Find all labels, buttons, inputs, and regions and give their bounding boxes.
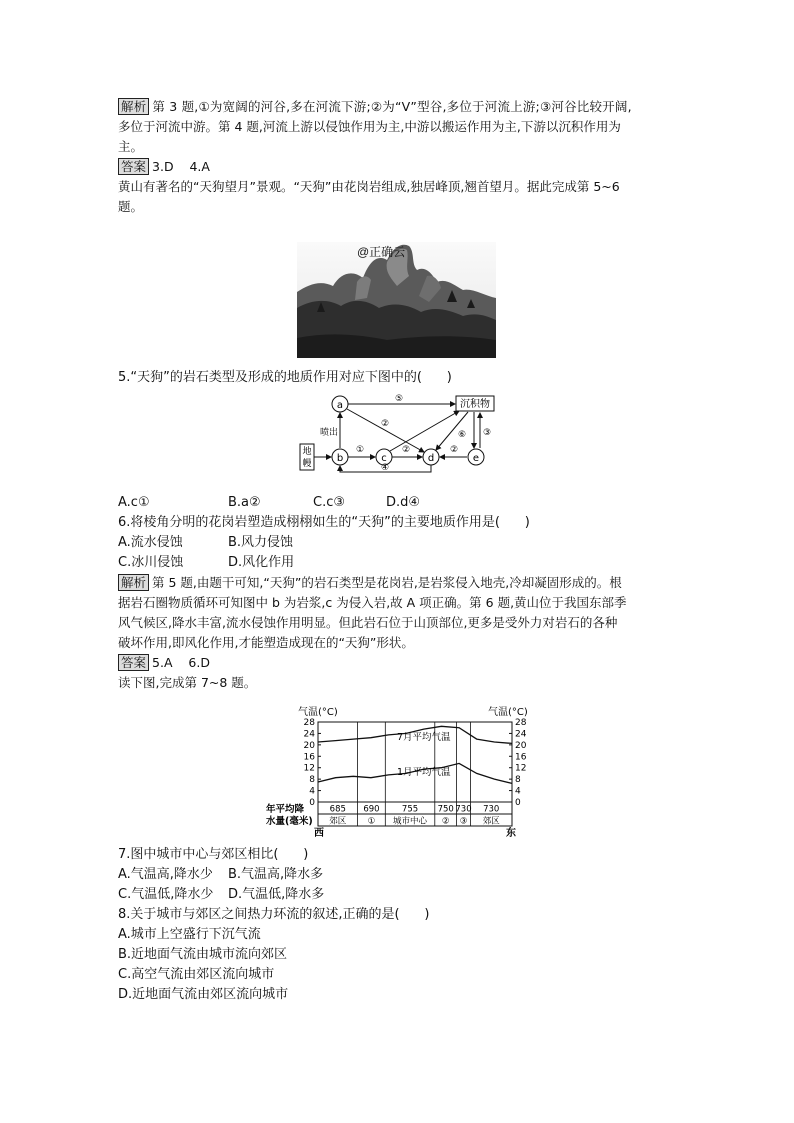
y-tick-label-left: 4 xyxy=(309,786,315,797)
analysis-line: 第 3 题,①为宽阔的河谷,多在河流下游;②为“V”型谷,多位于河流上游;③河谷比较开阔, xyxy=(152,99,632,114)
question-stem: 5.“天狗”的岩石类型及形成的地质作用对应下图中的( ) xyxy=(118,370,452,385)
questions-7-8 xyxy=(118,845,678,1005)
zone-label: 城市中心 xyxy=(393,816,428,827)
option-b[interactable]: B.近地面气流由城市流向郊区 xyxy=(118,947,288,962)
arrow-label-6: ⑥ xyxy=(457,430,467,440)
east-label: 东 xyxy=(506,828,516,839)
precip-label-2: 水量(毫米) xyxy=(266,816,313,827)
precip-value: 690 xyxy=(363,804,380,815)
node-c-label: c xyxy=(381,453,387,464)
intro-line: 黄山有著名的“天狗望月”景观。“天狗”由花岗岩组成,独居峰顶,翘首望月。据此完成第 5~6 xyxy=(118,179,620,194)
y-tick-label-right: 28 xyxy=(515,718,527,728)
arrow-c-sediment xyxy=(390,411,459,451)
node-e-label: e xyxy=(472,453,480,464)
option-a[interactable]: A.流水侵蚀 xyxy=(118,535,183,550)
y-tick-label-left: 24 xyxy=(303,729,315,740)
arrow-label-2a: ② xyxy=(380,419,390,429)
watermark-text: @正确云 xyxy=(357,245,406,259)
option-d[interactable]: D.风化作用 xyxy=(228,555,295,570)
y-tick-label-left: 8 xyxy=(309,775,315,786)
option-c[interactable]: C.高空气流由郊区流向城市 xyxy=(118,967,275,982)
y-tick-label-right: 24 xyxy=(515,729,527,740)
analysis-tag: 解析 xyxy=(118,98,149,115)
precip-value: 755 xyxy=(401,804,419,815)
series-label-july: 7月平均气温 xyxy=(397,732,451,743)
analysis-line: 据岩石圈物质循环可知图中 b 为岩浆,c 为侵入岩,故 A 项正确。第 6 题,黄山位于我国东部季 xyxy=(118,595,627,610)
option-b[interactable]: B.气温高,降水多 xyxy=(228,867,324,882)
y-tick-label-right: 8 xyxy=(515,775,521,786)
y-tick-label-right: 0 xyxy=(515,798,521,808)
analysis-tag: 解析 xyxy=(118,574,149,591)
analysis-line: 风气候区,降水丰富,流水侵蚀作用明显。但此岩石位于山顶部位,更多是受外力对岩石的各种 xyxy=(118,615,618,630)
west-label: 西 xyxy=(314,828,324,839)
answer-tag: 答案 xyxy=(118,654,149,671)
arrow-label-3: ③ xyxy=(482,428,492,438)
y-tick-label-left: 16 xyxy=(303,752,315,763)
arrow-label-2b: ② xyxy=(401,445,411,455)
rock-cycle-diagram xyxy=(296,390,498,474)
precip-value: 750 xyxy=(437,804,454,815)
sediment-label: 沉积物 xyxy=(460,399,490,410)
y-axis-right-label: 气温(°C) xyxy=(488,707,528,718)
option-d[interactable]: D.气温低,降水多 xyxy=(228,887,325,902)
zone-label: 郊区 xyxy=(329,816,347,827)
precip-value: 730 xyxy=(483,804,500,815)
analysis-block-1 xyxy=(118,97,678,117)
option-b[interactable]: B.风力侵蚀 xyxy=(228,535,294,550)
question-7-stem: 7.图中城市中心与郊区相比( ) xyxy=(118,847,309,862)
zone-label: ② xyxy=(441,816,450,827)
zone-label: ③ xyxy=(459,816,468,827)
series-label-jan: 1月平均气温 xyxy=(397,767,451,778)
zone-label: 郊区 xyxy=(482,816,500,827)
y-axis-left-label: 气温(°C) xyxy=(298,707,338,718)
option-a[interactable]: A.城市上空盛行下沉气流 xyxy=(118,927,261,942)
question-6-stem: 6.将棱角分明的花岗岩塑造成栩栩如生的“天狗”的主要地质作用是( ) xyxy=(118,515,530,530)
y-tick-label-right: 16 xyxy=(515,752,527,763)
y-tick-label-left: 28 xyxy=(303,718,315,728)
analysis-line: 主。 xyxy=(118,139,144,154)
y-tick-label-left: 12 xyxy=(303,763,315,774)
answer-block-1 xyxy=(118,157,678,177)
precip-value: 730 xyxy=(455,804,472,815)
table-cells xyxy=(329,805,500,827)
document-page xyxy=(118,97,678,217)
y-tick-label-right: 4 xyxy=(515,786,521,797)
option-c[interactable]: C.气温低,降水少 xyxy=(118,887,214,902)
node-a-label: a xyxy=(336,400,344,411)
mantle-label-1: 地 xyxy=(302,447,312,457)
option-c[interactable]: C.c③ xyxy=(313,495,346,510)
option-b[interactable]: B.a② xyxy=(228,495,261,510)
precip-label-1: 年平均降 xyxy=(266,804,305,815)
option-a[interactable]: A.气温高,降水少 xyxy=(118,867,213,882)
answer-text: 3.D 4.A xyxy=(152,159,210,174)
analysis-line: 破坏作用,即风化作用,才能塑造成现在的“天狗”形状。 xyxy=(118,635,414,650)
option-c[interactable]: C.冰川侵蚀 xyxy=(118,555,184,570)
mantle-label-2: 幔 xyxy=(302,459,312,469)
answer-block-2 xyxy=(118,653,678,673)
question-5-options xyxy=(118,493,678,693)
arrow-label-4: ④ xyxy=(380,463,390,473)
analysis-line: 第 5 题,由题干可知,“天狗”的岩石类型是花岗岩,是岩浆侵入地壳,冷却凝固形成的。根 xyxy=(152,575,622,590)
eruption-label: 喷出 xyxy=(320,428,339,438)
analysis-line: 多位于河流中游。第 4 题,河流上游以侵蚀作用为主,中游以搬运作用为主,下游以沉积作用为 xyxy=(118,119,621,134)
node-b-label: b xyxy=(336,453,344,464)
node-d-label: d xyxy=(427,453,435,464)
y-tick-label-right: 20 xyxy=(515,740,527,751)
y-tick-label-left: 0 xyxy=(309,798,315,808)
urban-climate-chart xyxy=(262,702,532,840)
arrow-label-2c: ② xyxy=(449,445,459,455)
precip-value: 685 xyxy=(329,804,346,815)
option-d[interactable]: D.近地面气流由郊区流向城市 xyxy=(118,987,289,1002)
arrow-label-1: ① xyxy=(355,445,365,455)
y-tick-label-left: 20 xyxy=(303,740,315,751)
zone-label: ① xyxy=(367,816,376,827)
option-a[interactable]: A.c① xyxy=(118,495,150,510)
intro-line: 读下图,完成第 7~8 题。 xyxy=(118,675,257,690)
y-tick-label-right: 12 xyxy=(515,763,527,774)
analysis-block-2 xyxy=(118,573,678,593)
intro-line: 题。 xyxy=(118,199,144,214)
answer-text: 5.A 6.D xyxy=(152,655,210,670)
answer-tag: 答案 xyxy=(118,158,149,175)
arrow-label-5: ⑤ xyxy=(394,394,404,404)
question-8-stem: 8.关于城市与郊区之间热力环流的叙述,正确的是( ) xyxy=(118,907,430,922)
option-d[interactable]: D.d④ xyxy=(386,495,421,510)
question-5 xyxy=(118,368,678,388)
